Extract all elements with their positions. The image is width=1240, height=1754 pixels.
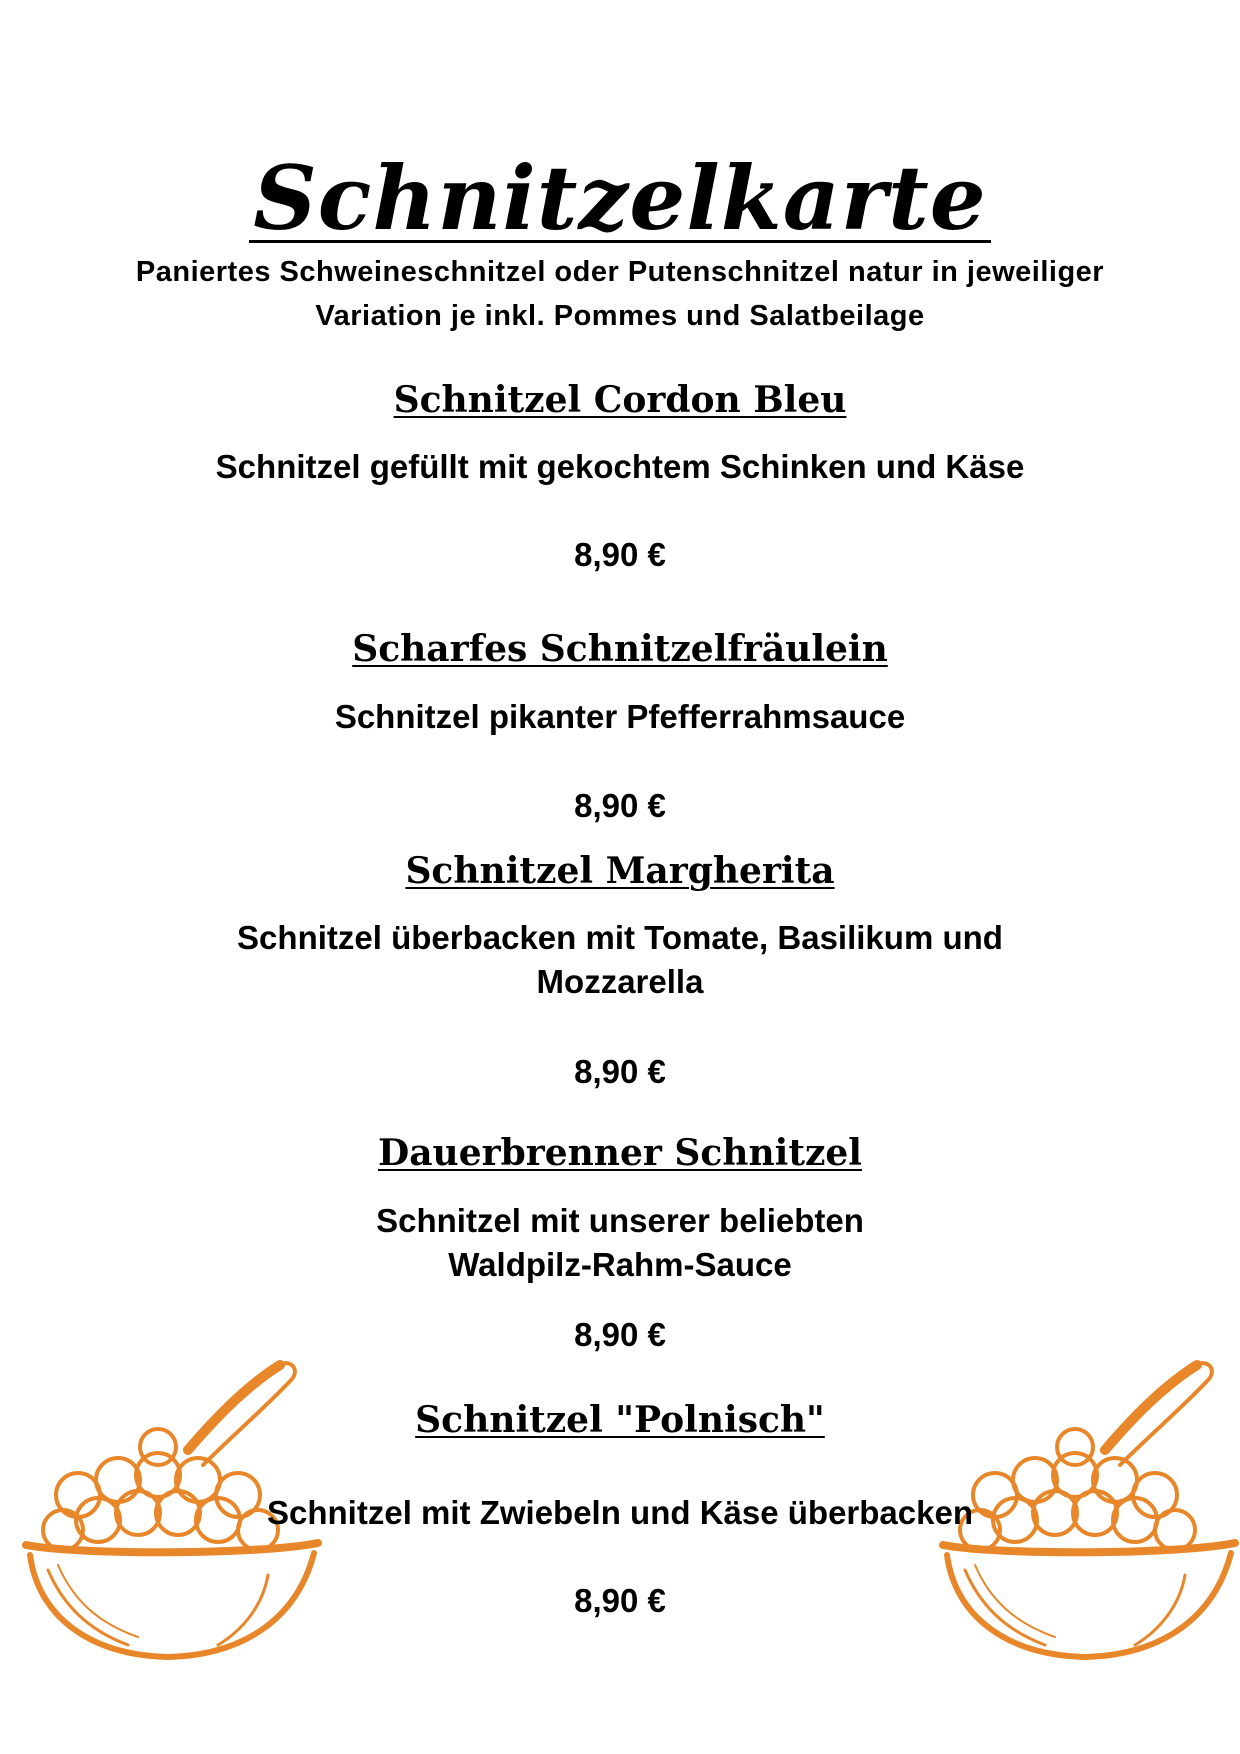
dish-description: Schnitzel mit unserer beliebten Waldpilz-Rahm-Sauce [376,1202,864,1283]
dish-price: 8,90 € [574,1582,666,1619]
dish-price: 8,90 € [574,787,666,824]
menu-title-text: Schnitzelkarte [249,156,991,243]
dish-description: Schnitzel gefüllt mit gekochtem Schinken und Käse [215,448,1025,485]
dish-name: Schnitzel Cordon Bleu [393,379,847,421]
dish-name: Schnitzel "Polnisch" [415,1399,825,1441]
dish-description: Schnitzel pikanter Pfefferrahmsauce [334,698,906,735]
dish-name: Scharfes Schnitzelfräulein [352,628,888,670]
dish-description: Schnitzel überbacken mit Tomate, Basilikum und Mozzarella [237,919,1003,1000]
menu-subtitle: Paniertes Schweineschnitzel oder Putenschnitzel natur in jeweiliger Variation je inkl. Pommes und Salatbeilage [135,256,1105,332]
dish-price: 8,90 € [574,536,666,573]
dish-price: 8,90 € [574,1053,666,1090]
dish-price: 8,90 € [574,1316,666,1353]
dish-name: Schnitzel Margherita [405,850,835,892]
dish-name: Dauerbrenner Schnitzel [378,1132,862,1174]
dish-description: Schnitzel mit Zwiebeln und Käse überbacken [267,1494,973,1531]
menu-title [0,148,1240,248]
